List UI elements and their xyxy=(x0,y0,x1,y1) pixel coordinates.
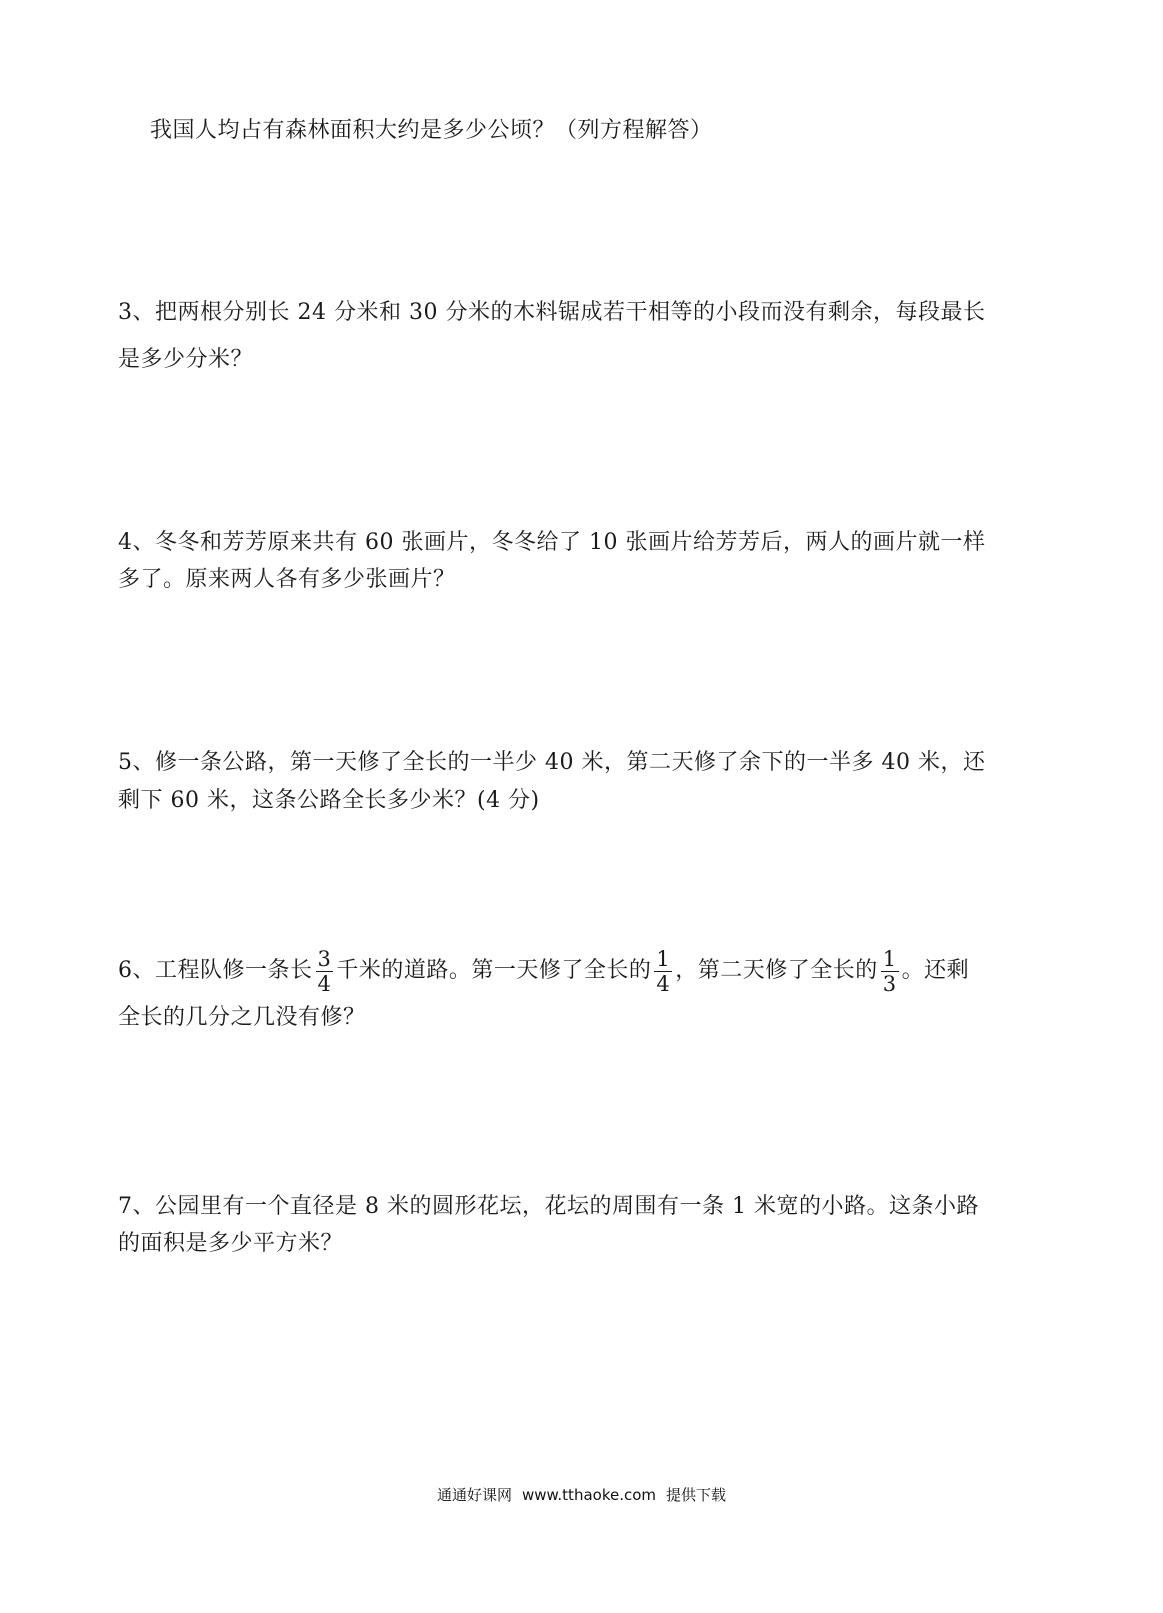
question-4-line-1 xyxy=(118,528,985,558)
fraction-denominator: 4 xyxy=(317,971,332,996)
footer-url-link[interactable]: www.tthaoke.com xyxy=(521,1486,657,1504)
question-5-text-1: 修一条公路，第一天修了全长的一半少 40 米，第二天修了余下的一半多 40 米，还 xyxy=(155,750,986,775)
question-4-line-2: 多了。原来两人各有多少张画片？ xyxy=(118,567,456,592)
question-4-number: 4、 xyxy=(118,530,155,555)
intro-question-text: 我国人均占有森林面积大约是多少公顷？（列方程解答） xyxy=(150,118,713,143)
question-6-segment-4: 。还剩 xyxy=(901,958,970,983)
question-4-text-1: 冬冬和芳芳原来共有 60 张画片，冬冬给了 10 张画片给芳芳后，两人的画片就一样 xyxy=(155,530,986,555)
question-5-line-2: 剩下 60 米，这条公路全长多少米？(4 分) xyxy=(118,788,540,813)
fraction-one-third xyxy=(881,947,899,996)
question-6-line-1 xyxy=(118,941,969,1001)
question-3-line-2: 是多少分米？ xyxy=(118,347,254,372)
question-6-line-2: 全长的几分之几没有修？ xyxy=(118,1005,366,1030)
fraction-denominator: 4 xyxy=(656,971,671,996)
question-3-text-1: 把两根分别长 24 分米和 30 分米的木料锯成若干相等的小段而没有剩余，每段最长 xyxy=(155,300,986,325)
question-6-number: 6、 xyxy=(118,958,155,983)
footer-site-name: 通通好课网 xyxy=(436,1486,512,1504)
question-6-segment-2: 千米的道路。第一天修了全长的 xyxy=(336,958,652,983)
fraction-numerator: 3 xyxy=(317,946,332,971)
question-7-number: 7、 xyxy=(118,1194,155,1219)
footer-suffix: 提供下载 xyxy=(666,1486,727,1504)
question-3-line-1 xyxy=(118,298,985,328)
fraction-numerator: 1 xyxy=(882,946,897,971)
question-7-line-2: 的面积是多少平方米？ xyxy=(118,1231,344,1256)
fraction-numerator: 1 xyxy=(656,946,671,971)
question-7-line-1 xyxy=(118,1192,979,1222)
question-3-number: 3、 xyxy=(118,300,155,325)
fraction-one-quarter xyxy=(654,947,672,996)
fraction-denominator: 3 xyxy=(882,971,897,996)
fraction-three-quarters xyxy=(316,947,334,996)
page-footer xyxy=(0,1485,1163,1505)
question-5-line-1 xyxy=(118,748,985,778)
question-6-segment-1: 工程队修一条长 xyxy=(155,958,313,983)
question-7-text-1: 公园里有一个直径是 8 米的圆形花坛，花坛的周围有一条 1 米宽的小路。这条小路 xyxy=(155,1194,979,1219)
question-5-number: 5、 xyxy=(118,750,155,775)
question-6-segment-3: ，第二天修了全长的 xyxy=(675,958,878,983)
